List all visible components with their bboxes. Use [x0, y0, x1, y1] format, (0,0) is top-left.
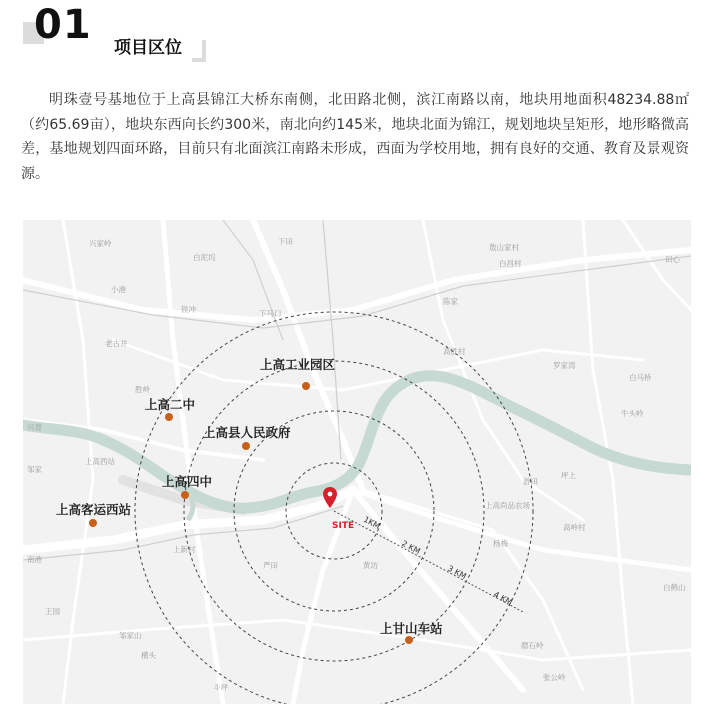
place-label: 磨石岭 — [521, 641, 544, 650]
map-svg — [23, 220, 691, 704]
poi-dot-west-bus-station — [89, 519, 97, 527]
place-label: 杨梅 — [493, 539, 508, 548]
place-label: 张公岭 — [543, 673, 566, 682]
place-label: 牛头岭 — [621, 409, 644, 418]
poi-label-west-bus-station: 上高客运西站 — [56, 502, 132, 517]
place-label: 下马口 — [259, 309, 282, 318]
place-label: 黄坊 — [363, 561, 378, 570]
place-label: 斗坪 — [213, 683, 228, 692]
ring-label-3: 3 KM — [446, 563, 468, 582]
section-number: 01 — [34, 2, 92, 48]
location-map — [23, 220, 691, 704]
poi-dot-no2-school — [165, 413, 173, 421]
place-label: 高胜村 — [443, 347, 466, 356]
place-label: 白泥坞 — [193, 253, 216, 262]
place-label: 兴家岭 — [89, 239, 112, 248]
place-label: 下田 — [278, 237, 293, 246]
place-label: 敖山家村 — [489, 243, 519, 252]
place-label: 横头 — [141, 651, 156, 660]
place-label: 邹家 — [27, 465, 42, 474]
place-label: 田心 — [665, 255, 680, 264]
ring-label-2: 2 KM — [400, 538, 422, 557]
place-label: 罗家湾 — [553, 361, 576, 370]
place-label: 陈家 — [443, 297, 458, 306]
place-label: 王园 — [45, 607, 60, 616]
poi-dot-shanggan-station — [405, 636, 413, 644]
poi-dot-no4-school — [181, 491, 189, 499]
place-label: 邹家山 — [119, 631, 142, 640]
place-label: 上新村 — [173, 545, 196, 554]
place-label: 严田 — [263, 561, 278, 570]
place-label: 白鹤山 — [663, 583, 686, 592]
poi-label-industrial-park: 上高工业园区 — [260, 357, 336, 372]
header-corner-decoration — [192, 40, 206, 62]
poi-label-shanggan-station: 上甘山车站 — [380, 621, 443, 636]
place-label: 小港 — [111, 285, 126, 294]
place-label: 高岭村 — [563, 523, 586, 532]
ring-label-1: 1KM — [362, 514, 382, 531]
poi-label-no4-school: 上高四中 — [162, 474, 213, 489]
place-label: 上高西站 — [85, 457, 115, 466]
place-label: 上高尚品农场 — [485, 501, 530, 510]
place-label: 铁冲 — [181, 305, 196, 314]
place-label: 老古井 — [105, 339, 128, 348]
ring-label-4: 4 KM — [492, 589, 514, 608]
place-label: 兴背 — [27, 423, 42, 432]
place-label: 胜岭 — [135, 385, 150, 394]
poi-dot-county-government — [242, 442, 250, 450]
site-label: SITE — [332, 521, 355, 531]
poi-dot-industrial-park — [302, 382, 310, 390]
poi-label-county-government: 上高县人民政府 — [203, 425, 291, 440]
intro-paragraph: 明珠壹号基地位于上高县锦江大桥东南侧，北田路北侧，滨江南路以南，地块用地面积48234.88㎡（约65.69亩），地块东西向长约300米，南北向约145米，地块北面为锦江，规划地块呈矩形，地形略微高差，基地规划四面环路，目前只有北面滨江南路未形成，西面为学校用地，拥有良好的交通、教育及景观资源。 — [21, 92, 689, 182]
place-label: 南港 — [27, 555, 42, 564]
poi-label-no2-school: 上高二中 — [145, 397, 196, 412]
place-label: 白昌村 — [499, 259, 522, 268]
place-label: 白马桥 — [629, 373, 652, 382]
place-label: 游田 — [523, 477, 538, 486]
place-label: 坪上 — [561, 471, 576, 480]
section-title: 项目区位 — [114, 38, 182, 58]
